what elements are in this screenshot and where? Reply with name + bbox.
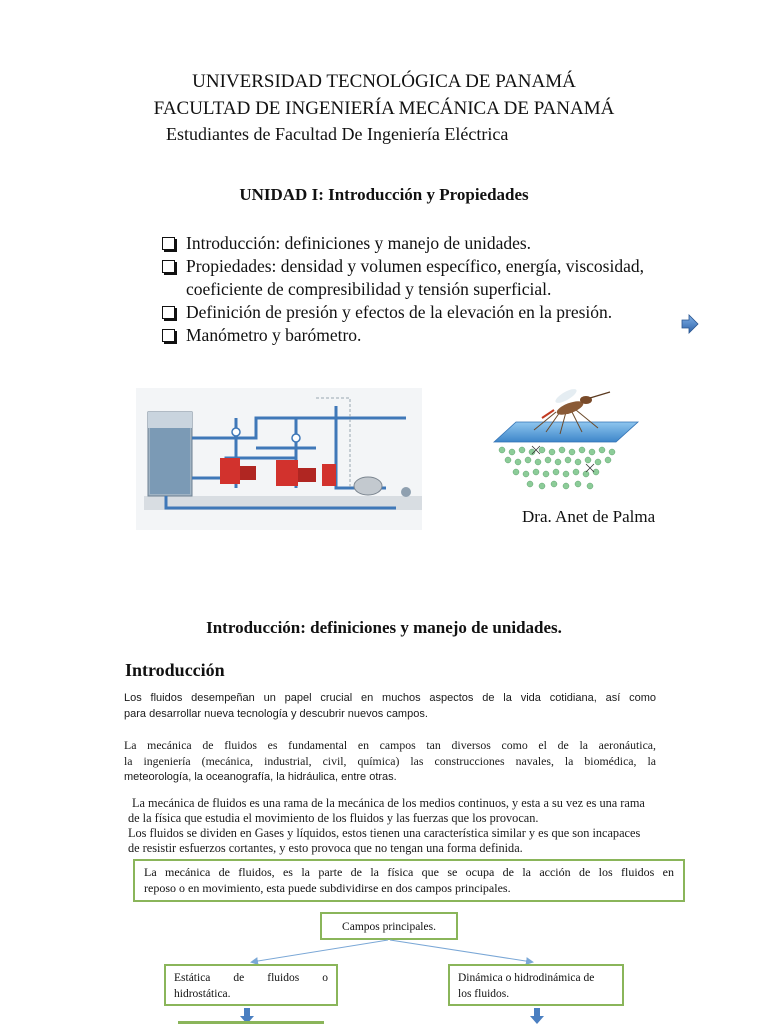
topic-item: Definición de presión y efectos de la elevación en la presión. (160, 301, 720, 324)
faculty-name: FACULTAD DE INGENIERÍA MECÁNICA DE PANAMÁ (153, 98, 615, 119)
dinamica-line-1: Dinámica o hidrodinámica de (458, 972, 595, 984)
surface-tension-illustration (490, 388, 640, 498)
section-title: Introducción: definiciones y manejo de unidades. (206, 618, 562, 637)
paragraph-fields: La mecánica de fluidos es fundamental en campos tan diversos como el de la aeronáutica, la ingeniería (mecánica, industrial, civil, química) las construcciones navales, la biomédica, la meteorología, la oceanografía, la hidráulica, entre otras. (124, 738, 656, 783)
unit-title: UNIDAD I: Introducción y Propiedades (239, 185, 529, 204)
down-arrow-icon (530, 1008, 544, 1024)
students-line: Estudiantes de Facultad De Ingeniería Eléctrica (166, 124, 509, 144)
estatica-line-2: hidrostática. (174, 988, 231, 1000)
estatica-box (164, 964, 338, 1006)
pumping-system-diagram (136, 388, 422, 530)
author-name: Dra. Anet de Palma (522, 507, 656, 526)
paragraph-fluids-role: Los fluidos desempeñan un papel crucial en muchos aspectos de la vida cotidiana, así como para desarrollar nueva tecnología y descubrir nuevos campos. (124, 692, 656, 720)
dinamica-line-2: los fluidos. (458, 988, 510, 1000)
checkbox-bullet-icon (162, 237, 175, 250)
topic-item: Propiedades: densidad y volumen específico, energía, viscosidad, (160, 255, 720, 278)
topic-item: Manómetro y barómetro. (160, 324, 720, 347)
next-slide-arrow-icon[interactable] (681, 314, 699, 334)
checkbox-bullet-icon (162, 329, 175, 342)
topic-item: Introducción: definiciones y manejo de unidades. (160, 232, 720, 255)
campos-principales-box: Campos principales. (320, 912, 458, 940)
topics-list (160, 232, 720, 347)
checkbox-bullet-icon (162, 260, 175, 273)
university-name: UNIVERSIDAD TECNOLÓGICA DE PANAMÁ (192, 71, 576, 92)
checkbox-bullet-icon (162, 306, 175, 319)
topic-item-continuation: coeficiente de compresibilidad y tensión superficial. (186, 279, 552, 299)
estatica-line-1: Estática de fluidos o (174, 972, 328, 984)
intro-heading: Introducción (125, 660, 225, 680)
dinamica-box (448, 964, 624, 1006)
definition-box: La mecánica de fluidos, es la parte de la física que se ocupa de la acción de los fluidos en reposo o en movimiento, esta puede subdividirse en dos campos principales. (133, 859, 685, 902)
paragraph-definition: La mecánica de fluidos es una rama de la mecánica de los medios continuos, y esta a su vez es una rama de la física que estudia el movimiento de los fluidos y las fuerzas que los provocan. Los fluidos se dividen en Gases y líquidos, estos tienen una característica similar y es que son incapaces de resistir esfuerzos cortantes, y esto provoca que no tengan una forma definida. (128, 796, 645, 855)
